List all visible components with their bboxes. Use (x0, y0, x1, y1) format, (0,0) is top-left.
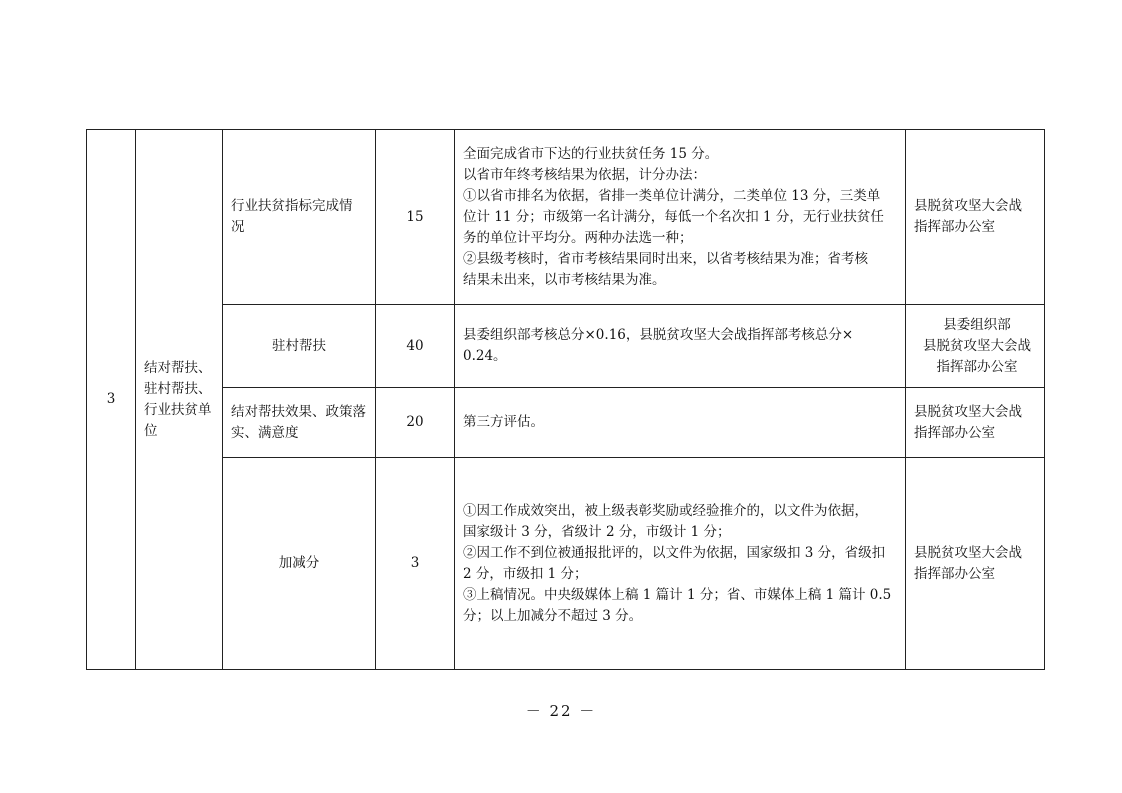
scoring-method (463, 501, 897, 627)
score-cell (376, 458, 455, 670)
score-cell (376, 388, 455, 458)
item-cell (223, 130, 376, 305)
text-line: 指挥部办公室 (914, 565, 995, 582)
text-line: 指挥部办公室 (914, 219, 995, 235)
text-line: ②县级考核时，省市考核结果同时出来，以省考核结果为准；省考核 (463, 250, 868, 267)
item-name (231, 402, 369, 444)
scoring-method (463, 412, 897, 433)
text-line: 务的单位计平均分。两种办法选一种； (463, 229, 693, 246)
text-line: 结果未出来，以市考核结果为准。 (463, 271, 666, 288)
text-line: 县脱贫攻坚大会战 (914, 198, 1022, 214)
table-row (87, 458, 1045, 670)
text-line: 位 (144, 422, 158, 439)
score-value: 3 (410, 555, 420, 571)
responsible-unit (914, 543, 1040, 585)
score-value: 20 (406, 414, 424, 430)
text-line: 驻村帮扶、 (144, 380, 212, 397)
text-line: 县脱贫攻坚大会战 (914, 544, 1022, 561)
item-cell (223, 458, 376, 670)
method-cell (455, 130, 906, 305)
text-line: 结对帮扶、 (144, 359, 212, 376)
unit-cell (906, 305, 1045, 388)
score-value: 15 (406, 208, 424, 225)
text-line: 2 分，市级扣 1 分； (463, 565, 588, 582)
text-line: 县脱贫攻坚大会战 (914, 403, 1022, 420)
text-line: ③上稿情况。中央级媒体上稿 1 篇计 1 分；省、市媒体上稿 1 篇计 0.5 (463, 586, 892, 603)
text-line: 0.24。 (463, 348, 507, 364)
text-line: 驻村帮扶 (272, 337, 326, 354)
text-line: 结对帮扶效果、政策落 (231, 403, 366, 420)
text-line: 国家级计 3 分，省级计 2 分，市级计 1 分； (463, 523, 731, 540)
responsible-unit (914, 315, 1040, 378)
serial-number: 3 (106, 391, 116, 407)
page-number: － 22 － (525, 702, 597, 720)
text-line: 位计 11 分；市级第一名计满分，每低一个名次扣 1 分，无行业扶贫任 (463, 208, 884, 225)
text-line: 况 (231, 219, 245, 235)
scoring-method (463, 325, 897, 367)
responsible-unit (914, 402, 1040, 444)
unit-cell (906, 388, 1045, 458)
category-cell (136, 130, 223, 670)
method-cell (455, 305, 906, 388)
text-line: ②因工作不到位被通报批评的，以文件为依据，国家级扣 3 分，省级扣 (463, 544, 886, 561)
text-line: 指挥部办公室 (936, 358, 1018, 375)
text-line: 实、满意度 (231, 424, 299, 441)
table-row (87, 388, 1045, 458)
text-line: 县委组织部 (943, 316, 1011, 333)
text-line: 分；以上加减分不超过 3 分。 (463, 607, 643, 624)
text-line: 行业扶贫单 (144, 401, 212, 418)
text-line: 第三方评估。 (463, 414, 544, 430)
score-value: 40 (406, 337, 424, 354)
text-line: 以省市年终考核结果为依据，计分办法： (463, 166, 706, 183)
item-cell (223, 388, 376, 458)
text-line: 全面完成省市下达的行业扶贫任务 15 分。 (463, 145, 719, 162)
serial-number-cell (87, 130, 136, 670)
text-line: 指挥部办公室 (914, 424, 995, 441)
unit-cell (906, 458, 1045, 670)
responsible-unit (914, 196, 1040, 238)
category-text (144, 358, 216, 442)
method-cell (455, 388, 906, 458)
score-cell (376, 130, 455, 305)
item-name (223, 553, 375, 574)
unit-cell (906, 130, 1045, 305)
text-line: 县脱贫攻坚大会战 (923, 337, 1031, 354)
table-row (87, 305, 1045, 388)
text-line: 行业扶贫指标完成情 (231, 198, 353, 214)
scoring-method (463, 144, 897, 291)
assessment-table (86, 129, 1045, 670)
item-name (231, 196, 369, 238)
table-row (87, 130, 1045, 305)
method-cell (455, 458, 906, 670)
text-line: ①以省市排名为依据，省排一类单位计满分，二类单位 13 分，三类单 (463, 187, 881, 204)
score-cell (376, 305, 455, 388)
text-line: 加减分 (278, 555, 320, 571)
item-cell (223, 305, 376, 388)
item-name (223, 336, 375, 357)
text-line: 县委组织部考核总分×0.16，县脱贫攻坚大会战指挥部考核总分× (463, 327, 854, 343)
text-line: ①因工作成效突出，被上级表彰奖励或经验推介的，以文件为依据， (463, 502, 868, 519)
